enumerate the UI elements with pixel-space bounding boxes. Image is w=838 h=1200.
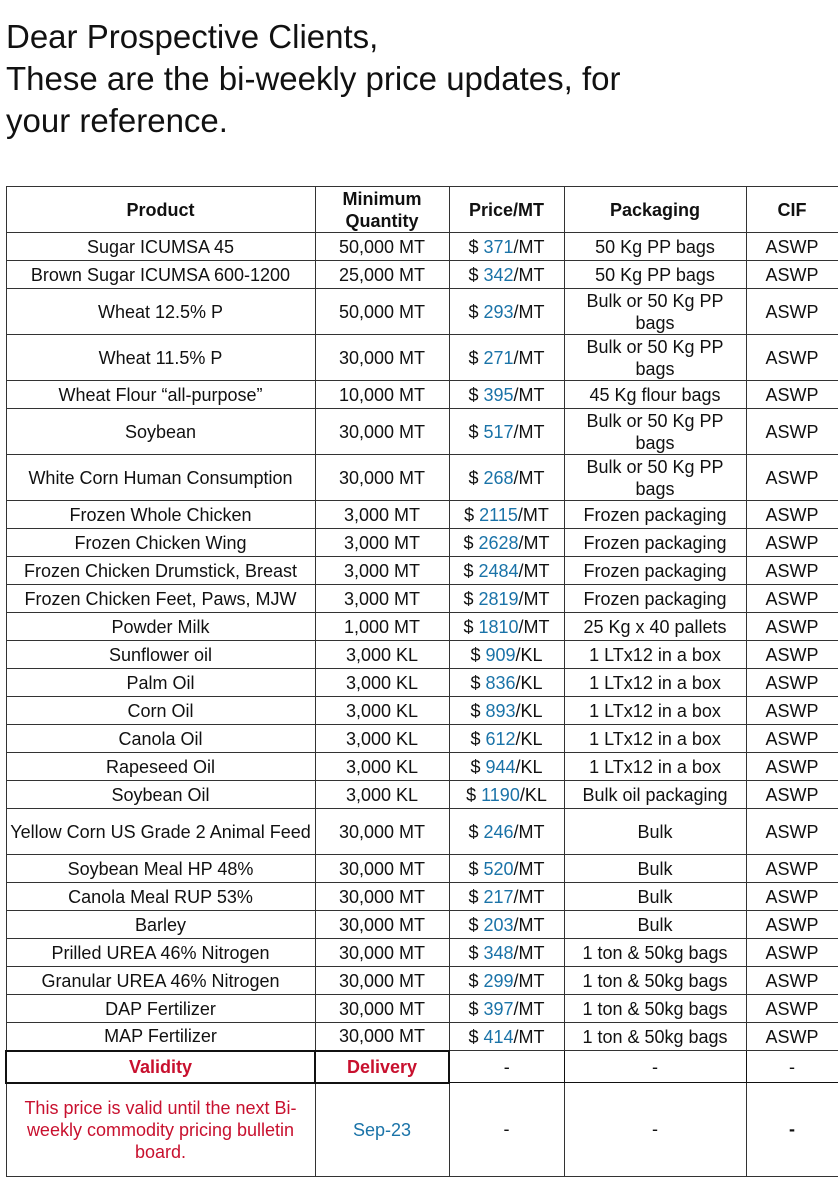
cif-port: ASWP [746,781,838,809]
price-value: 1190 [481,784,520,805]
table-row [6,809,838,855]
minimum-quantity: 30,000 MT [315,939,449,967]
cif-port: ASWP [746,911,838,939]
currency-symbol: $ [468,998,484,1019]
price-value: 612 [485,728,516,749]
price-cell [449,725,564,753]
table-row [6,883,838,911]
cif-port: ASWP [746,883,838,911]
delivery-label: Delivery [315,1051,449,1083]
currency-symbol: $ [470,728,486,749]
currency-symbol: $ [468,421,484,442]
validity-note-row [6,1083,838,1177]
price-value: 203 [483,914,514,935]
packaging: 1 LTx12 in a box [564,669,746,697]
currency-symbol: $ [468,236,484,257]
product-name: Sugar ICUMSA 45 [6,233,315,261]
cif-port: ASWP [746,381,838,409]
product-name: Wheat 11.5% P [6,335,315,381]
price-cell [449,855,564,883]
currency-symbol: $ [468,264,484,285]
price-cell [449,641,564,669]
cif-port: ASWP [746,1023,838,1051]
table-row [6,501,838,529]
minimum-quantity: 3,000 KL [315,753,449,781]
minimum-quantity: 3,000 KL [315,781,449,809]
intro-line-3: your reference. [6,102,228,139]
price-unit: /KL [515,644,543,665]
price-value: 299 [483,970,514,991]
minimum-quantity: 3,000 MT [315,557,449,585]
packaging: Bulk oil packaging [564,781,746,809]
table-body [6,233,838,1051]
minimum-quantity: 30,000 MT [315,809,449,855]
cif-port: ASWP [746,967,838,995]
price-cell [449,939,564,967]
cif-port: ASWP [746,753,838,781]
validity-dash-packaging: - [564,1051,746,1083]
price-unit: /MT [513,970,545,991]
product-name: Soybean Oil [6,781,315,809]
price-unit: /MT [513,858,545,879]
price-unit: /MT [513,914,545,935]
price-cell [449,753,564,781]
product-name: Frozen Chicken Wing [6,529,315,557]
currency-symbol: $ [468,821,484,842]
price-cell [449,233,564,261]
minimum-quantity: 30,000 MT [315,409,449,455]
packaging: Bulk or 50 Kg PP bags [564,289,746,335]
price-value: 397 [483,998,514,1019]
packaging: Bulk or 50 Kg PP bags [564,335,746,381]
cif-port: ASWP [746,855,838,883]
minimum-quantity: 30,000 MT [315,995,449,1023]
minimum-quantity: 30,000 MT [315,967,449,995]
note-dash-packaging: - [564,1083,746,1177]
table-row [6,781,838,809]
price-unit: /MT [513,942,545,963]
price-cell [449,455,564,501]
table-footer [6,1051,838,1177]
price-unit: /MT [513,236,545,257]
header-minimum-quantity [315,187,449,233]
minimum-quantity: 30,000 MT [315,335,449,381]
price-unit: /MT [513,421,545,442]
product-name: MAP Fertilizer [6,1023,315,1051]
table-row [6,613,838,641]
packaging: 1 LTx12 in a box [564,697,746,725]
price-cell [449,883,564,911]
packaging: 25 Kg x 40 pallets [564,613,746,641]
cif-port: ASWP [746,455,838,501]
header-product: Product [6,187,315,233]
packaging: 1 ton & 50kg bags [564,967,746,995]
product-name: Wheat 12.5% P [6,289,315,335]
currency-symbol: $ [463,616,479,637]
product-name: White Corn Human Consumption [6,455,315,501]
price-cell [449,995,564,1023]
currency-symbol: $ [468,467,484,488]
price-unit: /MT [513,347,545,368]
validity-dash-price: - [449,1051,564,1083]
cif-port: ASWP [746,529,838,557]
product-name: Barley [6,911,315,939]
packaging: 45 Kg flour bags [564,381,746,409]
price-unit: /MT [513,1026,545,1047]
price-unit: /KL [515,756,543,777]
price-cell [449,697,564,725]
currency-symbol: $ [470,756,486,777]
header-packaging: Packaging [564,187,746,233]
product-name: Frozen Whole Chicken [6,501,315,529]
intro-line-1: Dear Prospective Clients, [6,18,379,55]
intro-line-2: These are the bi-weekly price updates, for [6,60,621,97]
price-value: 893 [485,700,516,721]
minimum-quantity: 3,000 KL [315,725,449,753]
price-unit: /MT [518,588,550,609]
table-row [6,335,838,381]
price-unit: /MT [518,560,550,581]
price-unit: /KL [519,784,547,805]
price-cell [449,261,564,289]
table-row [6,967,838,995]
price-value: 268 [483,467,514,488]
price-cell [449,1023,564,1051]
table-header-row [6,187,838,233]
packaging: 1 ton & 50kg bags [564,1023,746,1051]
minimum-quantity: 25,000 MT [315,261,449,289]
note-dash-cif: - [746,1083,838,1177]
packaging: Bulk [564,911,746,939]
price-unit: /MT [517,504,549,525]
price-value: 293 [483,301,514,322]
cif-port: ASWP [746,557,838,585]
intro-message [6,16,826,142]
table-row [6,409,838,455]
price-value: 909 [485,644,516,665]
packaging: Bulk [564,855,746,883]
cif-port: ASWP [746,995,838,1023]
currency-symbol: $ [463,532,479,553]
price-cell [449,501,564,529]
product-name: Soybean [6,409,315,455]
price-value: 271 [483,347,514,368]
price-cell [449,781,564,809]
packaging: Bulk or 50 Kg PP bags [564,455,746,501]
product-name: Powder Milk [6,613,315,641]
product-name: Frozen Chicken Feet, Paws, MJW [6,585,315,613]
minimum-quantity: 3,000 MT [315,529,449,557]
minimum-quantity: 3,000 KL [315,669,449,697]
price-unit: /MT [513,821,545,842]
currency-symbol: $ [470,644,486,665]
cif-port: ASWP [746,697,838,725]
price-value: 348 [483,942,514,963]
table-row [6,753,838,781]
price-unit: /KL [515,700,543,721]
packaging: Frozen packaging [564,585,746,613]
minimum-quantity: 3,000 MT [315,501,449,529]
table-row [6,529,838,557]
price-cell [449,557,564,585]
table-row [6,557,838,585]
minimum-quantity: 10,000 MT [315,381,449,409]
minimum-quantity: 30,000 MT [315,855,449,883]
product-name: Rapeseed Oil [6,753,315,781]
packaging: 1 LTx12 in a box [564,725,746,753]
currency-symbol: $ [468,384,484,405]
table-row [6,911,838,939]
price-unit: /MT [518,616,550,637]
price-value: 342 [483,264,514,285]
price-value: 246 [483,821,514,842]
currency-symbol: $ [468,347,484,368]
minimum-quantity: 3,000 KL [315,697,449,725]
product-name: Canola Meal RUP 53% [6,883,315,911]
price-cell [449,585,564,613]
price-unit: /MT [518,532,550,553]
table-row [6,381,838,409]
currency-symbol: $ [468,858,484,879]
cif-port: ASWP [746,335,838,381]
packaging: 1 ton & 50kg bags [564,995,746,1023]
table-row [6,939,838,967]
price-value: 520 [483,858,514,879]
table-row [6,669,838,697]
minimum-quantity: 30,000 MT [315,1023,449,1051]
minimum-quantity: 30,000 MT [315,883,449,911]
price-cell [449,529,564,557]
product-name: Frozen Chicken Drumstick, Breast [6,557,315,585]
note-dash-price: - [449,1083,564,1177]
header-min-qty-line1: Minimum [342,188,422,209]
price-value: 371 [483,236,514,257]
table-row [6,855,838,883]
price-cell [449,967,564,995]
product-name: Sunflower oil [6,641,315,669]
product-name: DAP Fertilizer [6,995,315,1023]
price-unit: /MT [513,886,545,907]
table-row [6,1023,838,1051]
minimum-quantity: 50,000 MT [315,233,449,261]
cif-port: ASWP [746,613,838,641]
minimum-quantity: 3,000 MT [315,585,449,613]
product-name: Prilled UREA 46% Nitrogen [6,939,315,967]
price-unit: /KL [515,728,543,749]
product-name: Brown Sugar ICUMSA 600-1200 [6,261,315,289]
cif-port: ASWP [746,585,838,613]
currency-symbol: $ [468,301,484,322]
price-unit: /KL [515,672,543,693]
minimum-quantity: 30,000 MT [315,911,449,939]
validity-dash-cif: - [746,1051,838,1083]
cif-port: ASWP [746,725,838,753]
currency-symbol: $ [463,588,479,609]
table-row [6,455,838,501]
cif-port: ASWP [746,233,838,261]
cif-port: ASWP [746,809,838,855]
packaging: Bulk [564,883,746,911]
packaging: 1 LTx12 in a box [564,641,746,669]
price-table [5,186,838,1177]
price-cell [449,289,564,335]
packaging: Frozen packaging [564,501,746,529]
price-unit: /MT [513,264,545,285]
packaging: 50 Kg PP bags [564,261,746,289]
price-value: 2628 [478,532,519,553]
currency-symbol: $ [463,560,479,581]
cif-port: ASWP [746,939,838,967]
price-value: 2115 [479,504,518,525]
price-unit: /MT [513,998,545,1019]
price-cell [449,335,564,381]
currency-symbol: $ [468,914,484,935]
packaging: 50 Kg PP bags [564,233,746,261]
packaging: Frozen packaging [564,529,746,557]
minimum-quantity: 3,000 KL [315,641,449,669]
price-unit: /MT [513,384,545,405]
product-name: Corn Oil [6,697,315,725]
currency-symbol: $ [464,504,480,525]
minimum-quantity: 1,000 MT [315,613,449,641]
cif-port: ASWP [746,669,838,697]
cif-port: ASWP [746,289,838,335]
validity-row [6,1051,838,1083]
price-value: 517 [483,421,514,442]
price-unit: /MT [513,467,545,488]
price-cell [449,613,564,641]
cif-port: ASWP [746,501,838,529]
price-value: 2484 [478,560,519,581]
price-cell [449,409,564,455]
product-name: Soybean Meal HP 48% [6,855,315,883]
price-unit: /MT [513,301,545,322]
table-row [6,233,838,261]
product-name: Palm Oil [6,669,315,697]
validity-text: This price is valid until the next Bi-weekly commodity pricing bulletin board. [6,1083,315,1177]
table-row [6,641,838,669]
table-row [6,995,838,1023]
product-name: Canola Oil [6,725,315,753]
price-value: 2819 [478,588,519,609]
packaging: Bulk or 50 Kg PP bags [564,409,746,455]
minimum-quantity: 50,000 MT [315,289,449,335]
price-value: 395 [483,384,514,405]
minimum-quantity: 30,000 MT [315,455,449,501]
currency-symbol: $ [470,672,486,693]
price-value: 836 [485,672,516,693]
packaging: 1 ton & 50kg bags [564,939,746,967]
currency-symbol: $ [468,942,484,963]
cif-port: ASWP [746,409,838,455]
currency-symbol: $ [466,784,482,805]
cif-port: ASWP [746,641,838,669]
price-cell [449,809,564,855]
currency-symbol: $ [470,700,486,721]
delivery-value: Sep-23 [315,1083,449,1177]
currency-symbol: $ [468,886,484,907]
table-row [6,697,838,725]
price-value: 944 [485,756,516,777]
price-value: 414 [483,1026,514,1047]
cif-port: ASWP [746,261,838,289]
currency-symbol: $ [468,970,484,991]
price-cell [449,381,564,409]
packaging: Bulk [564,809,746,855]
product-name: Wheat Flour “all-purpose” [6,381,315,409]
validity-label: Validity [6,1051,315,1083]
product-name: Granular UREA 46% Nitrogen [6,967,315,995]
product-name: Yellow Corn US Grade 2 Animal Feed [6,809,315,855]
header-min-qty-line2: Quantity [345,210,419,231]
currency-symbol: $ [468,1026,484,1047]
header-cif: CIF [746,187,838,233]
table-row [6,585,838,613]
table-row [6,289,838,335]
price-cell [449,669,564,697]
packaging: Frozen packaging [564,557,746,585]
header-price: Price/MT [449,187,564,233]
price-cell [449,911,564,939]
price-value: 1810 [478,616,519,637]
packaging: 1 LTx12 in a box [564,753,746,781]
price-value: 217 [483,886,514,907]
table-row [6,261,838,289]
table-row [6,725,838,753]
